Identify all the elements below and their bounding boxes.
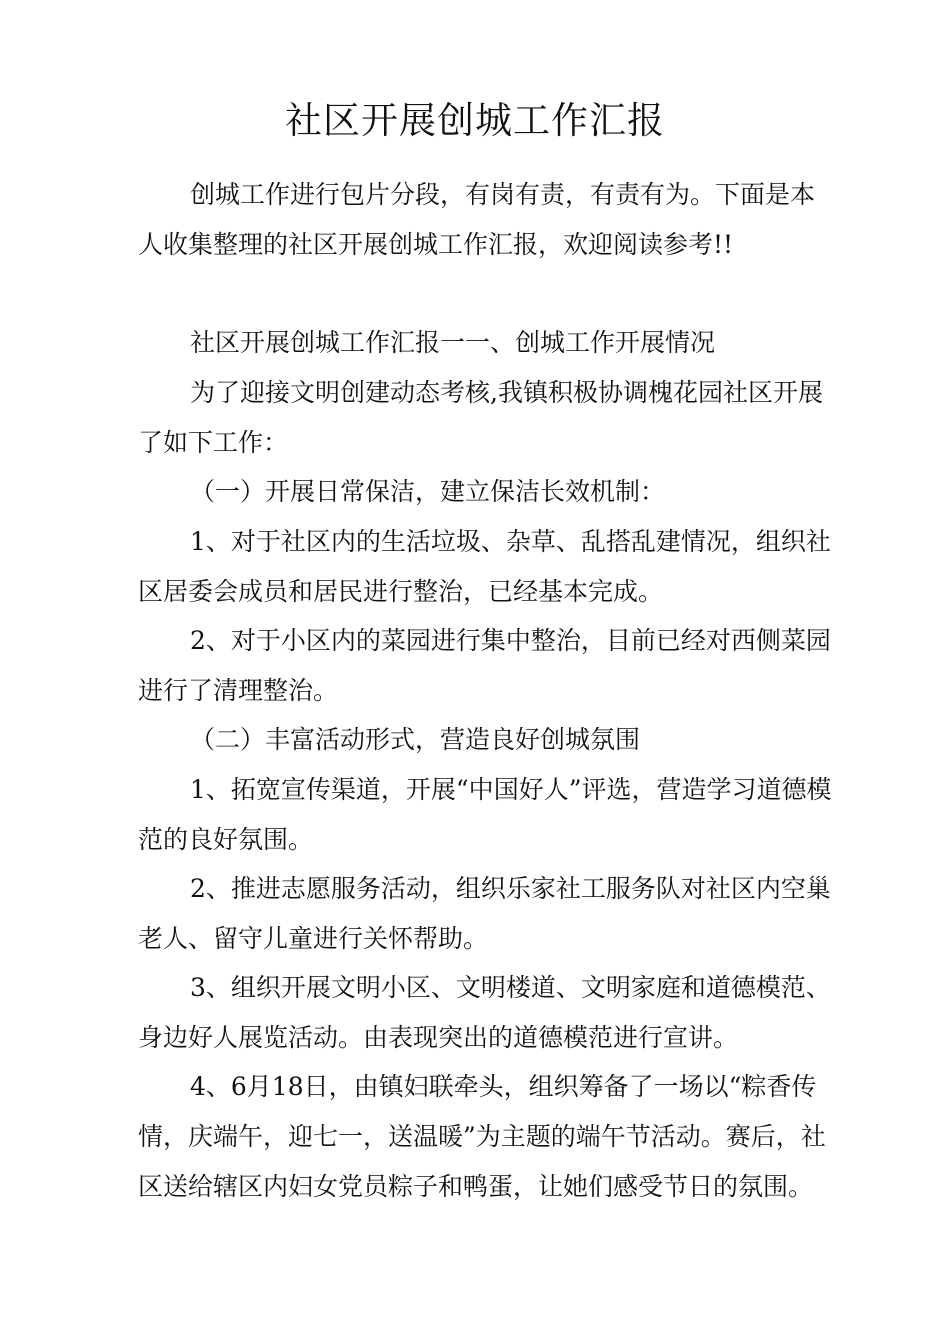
body-paragraph: 4、6月18日，由镇妇联牵头，组织筹备了一场以“粽香传情，庆端午，迎七一，送温暖”为主题的端午节活动。赛后，社区送给辖区内妇女党员粽子和鸭蛋，让她们感受节日的氛围。 <box>138 1072 826 1201</box>
body-paragraph: 1、对于社区内的生活垃圾、杂草、乱搭乱建情况，组织社区居委会成员和居民进行整治，已经基本完成。 <box>138 527 831 606</box>
section-heading: （一）开展日常保洁，建立保洁长效机制： <box>190 477 666 506</box>
section-heading: （二）丰富活动形式，营造良好创城氛围 <box>190 725 641 754</box>
body-paragraph: 2、推进志愿服务活动，组织乐家社工服务队对社区内空巢老人、留守儿童进行关怀帮助。 <box>138 874 831 953</box>
body-paragraph: 为了迎接文明创建动态考核,我镇积极协调槐花园社区开展了如下工作： <box>138 378 823 457</box>
body-paragraph: 2、对于小区内的菜园进行集中整治，目前已经对西侧菜园进行了清理整治。 <box>138 626 831 705</box>
section-subtitle: 社区开展创城工作汇报一一、创城工作开展情况 <box>190 328 716 357</box>
intro-paragraph: 创城工作进行包片分段，有岗有责，有责有为。下面是本人收集整理的社区开展创城工作汇报，欢迎阅读参考!! <box>138 180 816 259</box>
body-paragraph: 1、拓宽宣传渠道，开展“中国好人”评选，营造学习道德模范的良好氛围。 <box>138 775 832 854</box>
document-title: 社区开展创城工作汇报 <box>285 99 665 142</box>
body-paragraph: 3、组织开展文明小区、文明楼道、文明家庭和道德模范、身边好人展览活动。由表现突出的道德模范进行宣讲。 <box>138 973 831 1052</box>
